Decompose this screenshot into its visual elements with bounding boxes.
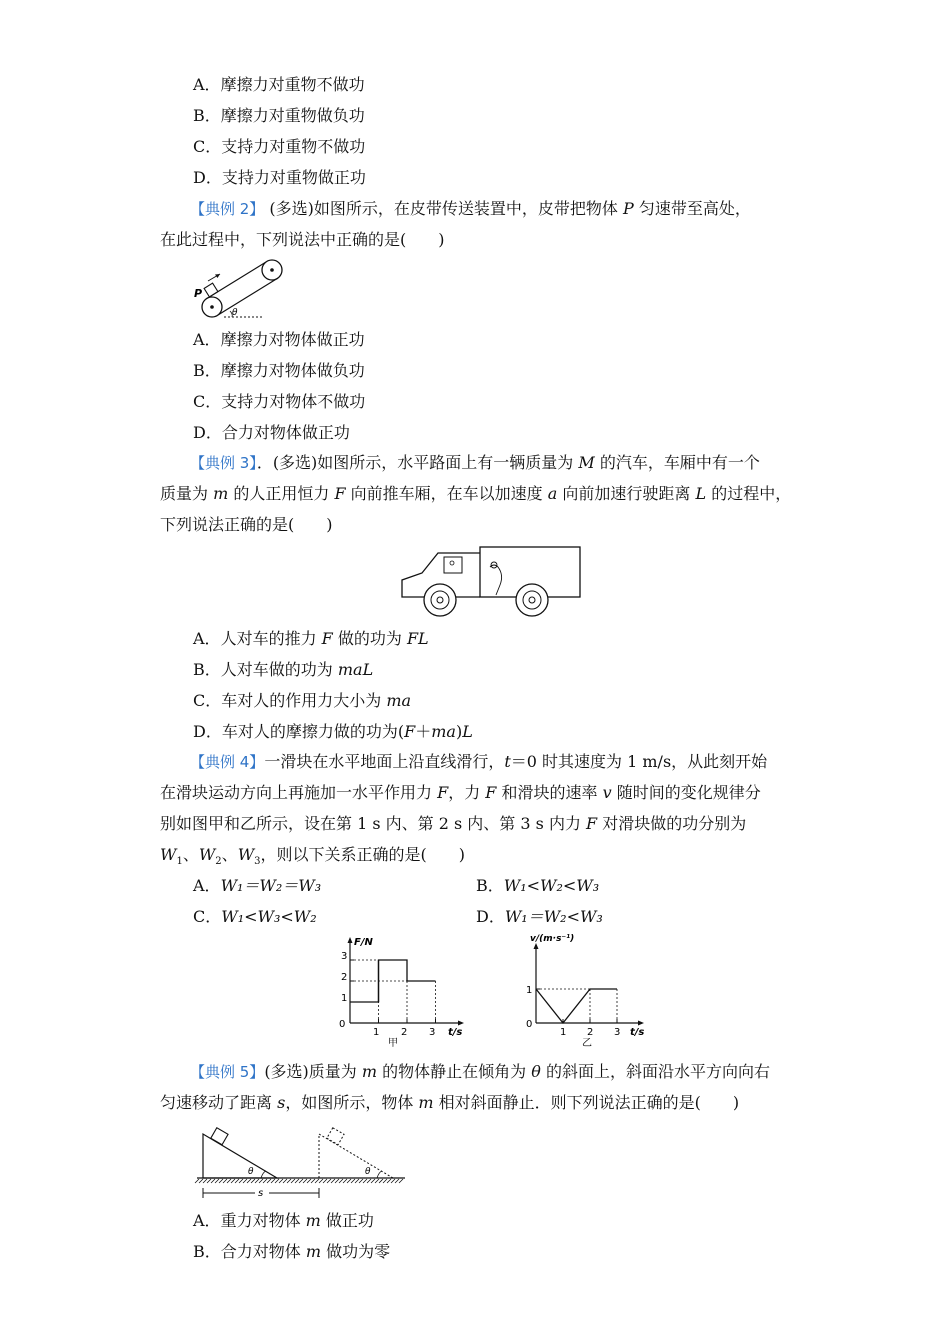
jia-ytick-2: 2: [341, 972, 348, 983]
velocity-time-chart: [520, 934, 670, 1049]
ground-hatch-mark: [363, 1179, 367, 1183]
ex5-option-b: B．合力对物体 m 做功为零: [193, 1242, 391, 1261]
jia-xtick-1: 1: [373, 1027, 380, 1038]
ground-hatch-mark: [267, 1179, 271, 1183]
ground-hatch-mark: [219, 1179, 223, 1183]
ground-hatch-mark: [347, 1179, 351, 1183]
ground-hatch-mark: [235, 1179, 239, 1183]
ground-hatch-mark: [247, 1179, 251, 1183]
ground-hatch-mark: [211, 1179, 215, 1183]
ex3-option-a: A．人对车的推力 F 做的功为 FL: [193, 629, 429, 648]
ex5-option-a: A．重力对物体 m 做正功: [193, 1211, 374, 1230]
incline-figure: [195, 1122, 410, 1204]
ex2-option-d: D．合力对物体做正功: [193, 423, 350, 442]
theta-label-left: θ: [248, 1167, 254, 1177]
ground-hatch-mark: [319, 1179, 323, 1183]
ex4-option-d: D．W₁＝W₂<W₃: [476, 907, 603, 926]
q1-option-b: B．摩擦力对重物做负功: [193, 106, 365, 125]
ex5-stem-line2: 匀速移动了距离 s，如图所示，物体 m 相对斜面静止．则下列说法正确的是( ): [160, 1093, 740, 1112]
yi-xtick-2: 2: [587, 1027, 594, 1038]
ground-hatch-mark: [359, 1179, 363, 1183]
ground-hatch-mark: [395, 1179, 399, 1183]
ex2-stem-line1: 【典例 2】 (多选)如图所示，在皮带传送装置中，皮带把物体 P 匀速带至高处，: [190, 199, 751, 218]
theta-label: θ: [232, 308, 238, 318]
ground-hatch-mark: [283, 1179, 287, 1183]
ex4-option-c: C．W₁<W₃<W₂: [193, 907, 317, 926]
ground-hatch-mark: [399, 1179, 403, 1183]
ex2-option-c: C．支持力对物体不做功: [193, 392, 366, 411]
ex2-stem-line2: 在此过程中，下列说法中正确的是( ): [160, 230, 445, 249]
ground-hatch-mark: [323, 1179, 327, 1183]
ground-hatch-mark: [291, 1179, 295, 1183]
jia-caption: 甲: [388, 1038, 398, 1049]
truck-figure: [400, 545, 585, 620]
ground-hatch-mark: [251, 1179, 255, 1183]
jia-origin: 0: [339, 1019, 346, 1030]
ex4-stem-line4: $W_1$、$W_2$、$W_3$，则以下关系正确的是( ): [160, 845, 466, 868]
ground-hatch-mark: [343, 1179, 347, 1183]
ground-hatch-mark: [335, 1179, 339, 1183]
ex3-stem-line3: 下列说法正确的是( ): [160, 515, 333, 534]
ex4-stem-line2: 在滑块运动方向上再施加一水平作用力 F，力 F 和滑块的速率 v 随时间的变化规律分: [160, 783, 761, 802]
ex2-tag: 【典例 2】: [190, 200, 265, 218]
ground-hatch-mark: [207, 1179, 211, 1183]
ex3-option-d: D．车对人的摩擦力做的功为(F＋ma)L: [193, 722, 473, 741]
q1-option-c: C．支持力对重物不做功: [193, 137, 366, 156]
ground-hatch-mark: [351, 1179, 355, 1183]
ex4-option-b: B．W₁<W₂<W₃: [476, 876, 600, 895]
ground-hatch-mark: [203, 1179, 207, 1183]
q1-option-d: D．支持力对重物做正功: [193, 168, 366, 187]
ex4-tag: 【典例 4】: [190, 753, 265, 771]
jia-ytick-3: 3: [341, 951, 348, 962]
ground-hatch-mark: [275, 1179, 279, 1183]
p-label: P: [194, 287, 203, 300]
s-label: s: [258, 1188, 264, 1199]
ground-hatch-mark: [255, 1179, 259, 1183]
force-time-chart: [330, 935, 480, 1049]
ground-hatch-mark: [379, 1179, 383, 1183]
ex3-stem-line1: 【典例 3】．(多选)如图所示，水平路面上有一辆质量为 M 的汽车，车厢中有一个: [190, 453, 760, 472]
ground-hatch-mark: [243, 1179, 247, 1183]
ground-hatch-mark: [339, 1179, 343, 1183]
ex2-option-b: B．摩擦力对物体做负功: [193, 361, 365, 380]
ground-hatch-mark: [303, 1179, 307, 1183]
jia-ytick-1: 1: [341, 993, 348, 1004]
ground-hatch-mark: [371, 1179, 375, 1183]
ex4-option-a: A．W₁＝W₂＝W₃: [193, 876, 322, 895]
ground-hatch-mark: [295, 1179, 299, 1183]
jia-xtick-2: 2: [401, 1027, 408, 1038]
ex4-stem-line3: 别如图甲和乙所示，设在第 1 s 内、第 2 s 内、第 3 s 内力 F 对滑块做的功分别为: [160, 814, 747, 833]
q1-option-a: A．摩擦力对重物不做功: [193, 75, 365, 94]
yi-origin: 0: [526, 1019, 533, 1030]
ground-hatch-mark: [315, 1179, 319, 1183]
jia-ylabel: F/N: [354, 937, 373, 948]
ground-hatch-mark: [199, 1179, 203, 1183]
jia-xlabel: t/s: [448, 1027, 463, 1038]
yi-ylabel: v/(m·s⁻¹): [530, 934, 575, 944]
ground-hatch-mark: [231, 1179, 235, 1183]
ex2-option-a: A．摩擦力对物体做正功: [193, 330, 365, 349]
ground-hatch-mark: [311, 1179, 315, 1183]
ex3-stem-line2: 质量为 m 的人正用恒力 F 向前推车厢，在车以加速度 a 向前加速行驶距离 L 的过程中，: [160, 484, 792, 503]
ground-hatch-mark: [355, 1179, 359, 1183]
ground-hatch-mark: [327, 1179, 331, 1183]
ground-hatch-mark: [299, 1179, 303, 1183]
ground-hatch-mark: [387, 1179, 391, 1183]
ground-hatch-mark: [367, 1179, 371, 1183]
ground-hatch-mark: [215, 1179, 219, 1183]
ground-hatch-mark: [391, 1179, 395, 1183]
ground-hatch-mark: [279, 1179, 283, 1183]
ground-hatch-mark: [259, 1179, 263, 1183]
ground-hatch-mark: [375, 1179, 379, 1183]
jia-xtick-3: 3: [429, 1027, 436, 1038]
ex5-stem-line1: 【典例 5】(多选)质量为 m 的物体静止在倾角为 θ 的斜面上，斜面沿水平方向向右: [190, 1062, 770, 1081]
yi-caption: 乙: [582, 1038, 592, 1049]
ground-hatch-mark: [307, 1179, 311, 1183]
ex3-tag: 【典例 3】: [190, 454, 257, 472]
theta-label-right: θ: [365, 1167, 371, 1177]
yi-xtick-1: 1: [560, 1027, 567, 1038]
ground-hatch-mark: [331, 1179, 335, 1183]
ground-hatch-mark: [263, 1179, 267, 1183]
ground-hatch-mark: [223, 1179, 227, 1183]
ex3-option-c: C．车对人的作用力大小为 ma: [193, 691, 412, 710]
ground-hatch-mark: [383, 1179, 387, 1183]
yi-xlabel: t/s: [630, 1027, 645, 1038]
ground-hatch-mark: [195, 1179, 199, 1183]
ground-hatch-mark: [287, 1179, 291, 1183]
ex5-tag: 【典例 5】: [190, 1063, 265, 1081]
ex4-stem-line1: 【典例 4】一滑块在水平地面上沿直线滑行，t＝0 时其速度为 1 m/s，从此刻开始: [190, 752, 768, 771]
ground-hatch-mark: [271, 1179, 275, 1183]
conveyor-belt-figure: [190, 255, 300, 325]
ground-hatch-mark: [239, 1179, 243, 1183]
yi-xtick-3: 3: [614, 1027, 621, 1038]
ex3-option-b: B．人对车做的功为 maL: [193, 660, 374, 679]
yi-series-line: [536, 989, 617, 1023]
yi-ytick-1: 1: [526, 985, 533, 996]
ground-hatch-mark: [227, 1179, 231, 1183]
